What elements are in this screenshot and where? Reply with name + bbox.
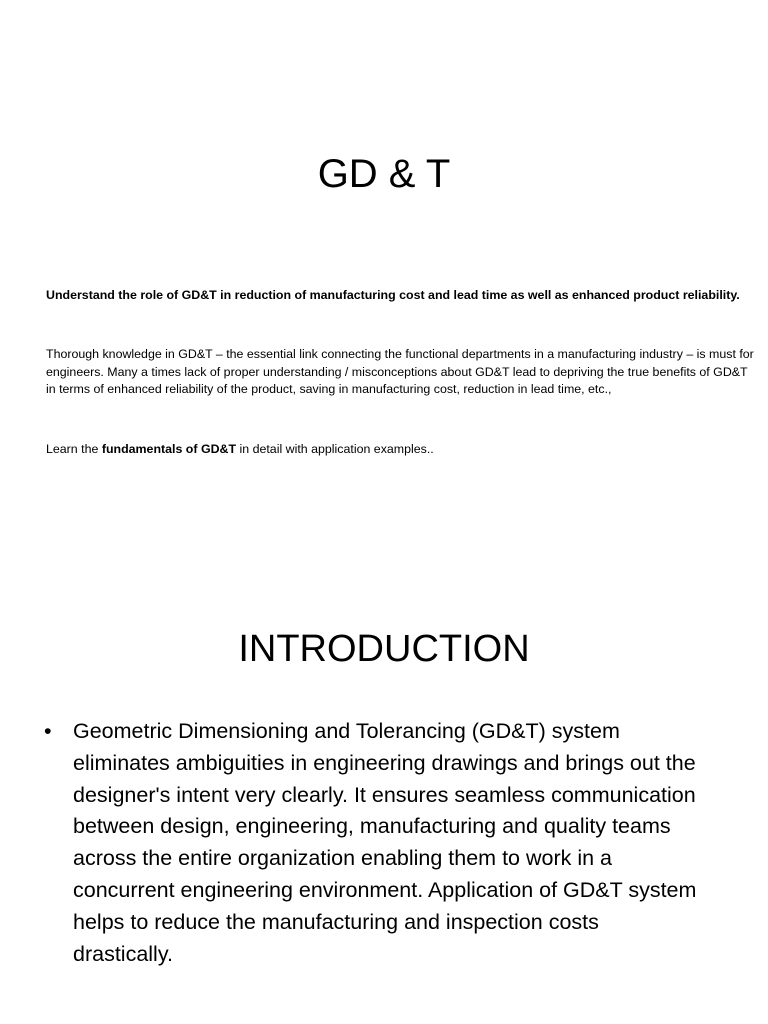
bullet-icon: •: [44, 719, 52, 743]
body-paragraph: Thorough knowledge in GD&T – the essential link connecting the functional departments in a manufacturing industry – is must for engineers. Many a times lack of proper understanding / misconceptions about GD&T lead to depriving the true benefits of GD&T in terms of enhanced reliability of the product, saving in manufacturing cost, reduction in lead time, etc.,: [46, 347, 754, 396]
learn-suffix: in detail with application examples..: [236, 442, 434, 456]
bullet-item: [44, 716, 704, 970]
learn-prefix: Learn the: [46, 442, 102, 456]
bullet-text: Geometric Dimensioning and Tolerancing (GD&T) system eliminates ambiguities in engineering drawings and brings out the designer's intent very clearly. It ensures seamless communication between design, engineering, manufacturing and quality teams across the entire organization enabling them to work in a concurrent engineering environment. Application of GD&T system helps to reduce the manufacturing and inspection costs drastically.: [73, 719, 697, 966]
slide-title: INTRODUCTION: [238, 628, 530, 670]
bullet-list: [44, 716, 704, 970]
learn-paragraph: [46, 441, 758, 459]
learn-emphasis: fundamentals of GD&T: [101, 442, 237, 456]
slide-title: GD & T: [317, 152, 451, 196]
slide-introduction: [0, 576, 768, 1024]
lead-paragraph: Understand the role of GD&T in reduction of manufacturing cost and lead time as well as enhanced product reliability.: [46, 288, 740, 302]
